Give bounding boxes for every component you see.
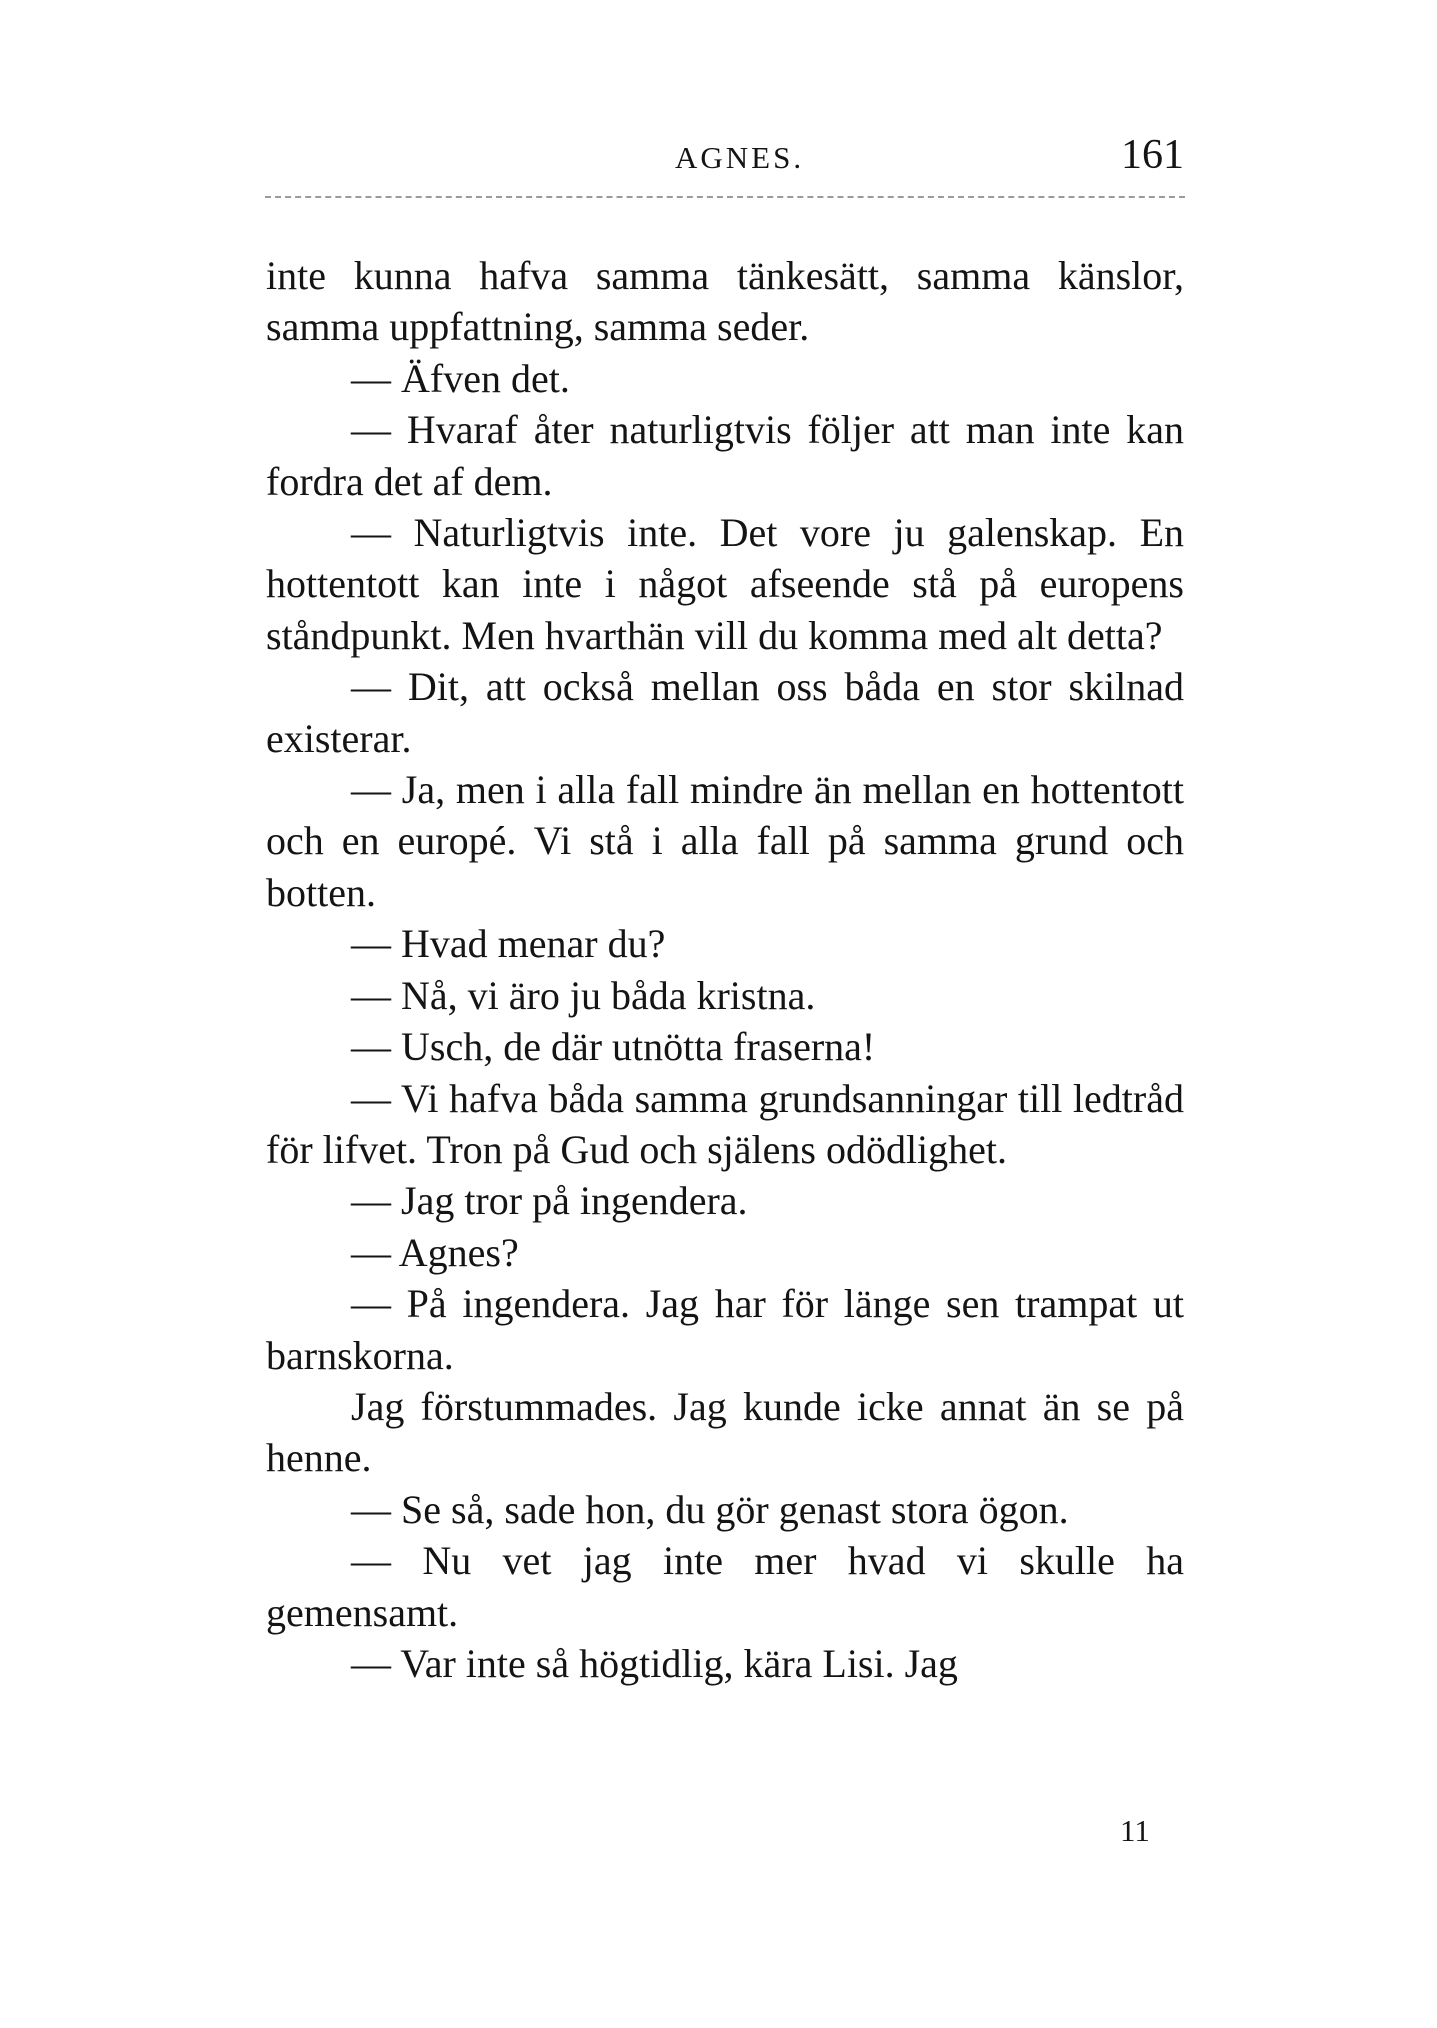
header-rule	[265, 196, 1185, 198]
paragraph: — På ingendera. Jag har för länge sen trampat ut barnskorna.	[266, 1281, 1184, 1378]
paragraph: — Nå, vi äro ju båda kristna.	[351, 972, 816, 1018]
paragraph: — Nu vet jag inte mer hvad vi skulle ha gemensamt.	[266, 1538, 1184, 1635]
paragraph: — Naturligtvis inte. Det vore ju galenskap. En hottentott kan inte i något afseende stå på europens ståndpunkt. Men hvarthän vill du komma med alt detta?	[266, 510, 1184, 658]
paragraph: Jag förstummades. Jag kunde icke annat än se på henne.	[266, 1383, 1184, 1481]
paragraph: inte kunna hafva samma tänkesätt, samma känslor, samma uppfattning, samma seder.	[266, 253, 1184, 350]
signature-mark: 11	[1120, 1813, 1150, 1848]
paragraph: — Hvad menar du?	[351, 921, 666, 967]
paragraph: — Dit, att också mellan oss båda en stor skilnad existerar.	[266, 664, 1184, 761]
paragraph: — Hvaraf åter naturligtvis följer att man inte kan fordra det af dem.	[266, 407, 1184, 504]
paragraph: — Usch, de där utnötta fraserna!	[351, 1024, 876, 1070]
paragraph: — Agnes?	[351, 1229, 519, 1275]
paragraph: — Se så, sade hon, du gör genast stora ögon.	[351, 1486, 1069, 1532]
running-title: AGNES.	[675, 140, 805, 175]
body-text	[266, 250, 1184, 1689]
page-number: 161	[1121, 132, 1184, 178]
paragraph: — Ja, men i alla fall mindre än mellan en hottentott och en europé. Vi stå i alla fall på samma grund och botten.	[266, 767, 1184, 915]
paragraph: — Äfven det.	[351, 355, 570, 401]
paragraph: — Jag tror på ingendera.	[351, 1178, 748, 1224]
paragraph: — Vi hafva båda samma grundsanningar till ledtråd för lifvet. Tron på Gud och själens odödlighet.	[266, 1075, 1184, 1172]
paragraph: — Var inte så högtidlig, kära Lisi. Jag	[351, 1640, 958, 1686]
